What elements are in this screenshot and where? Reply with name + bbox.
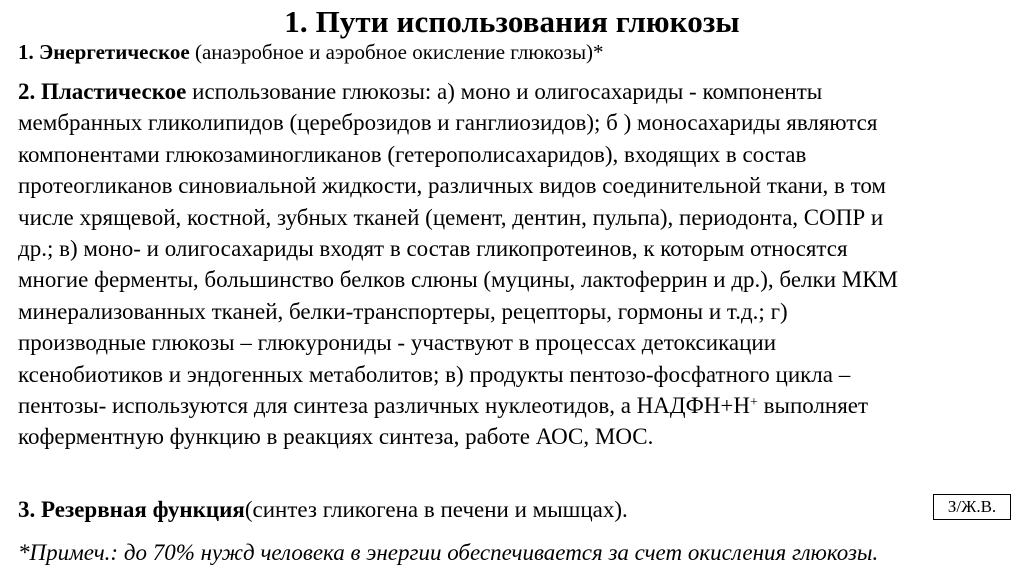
item-energetic-heading: 1. Энергетическое <box>18 40 190 64</box>
item-plastic-line: минерализованных тканей, белки-транспортеры, рецепторы, гормоны и т.д.; г) <box>18 298 788 324</box>
superscript-plus: + <box>749 395 758 411</box>
item-plastic-line <box>18 76 1008 107</box>
reference-box: З/Ж.В. <box>933 494 1011 520</box>
item-plastic-line: мембранных гликолипидов (цереброзидов и ганглиозидов); б ) моносахариды являются <box>18 110 878 136</box>
item-plastic-line: числе хрящевой, костной, зубных тканей (цемент, дентин, пульпа), периодонта, СОПР и <box>18 204 884 230</box>
item-plastic-line: многие ферменты, большинство белков слюны (муцины, лактоферрин и др.), белки МКМ <box>18 267 898 293</box>
item-plastic-text: выполняет <box>757 393 869 419</box>
item-plastic <box>18 76 1008 453</box>
item-plastic-heading: 2. Пластическое <box>18 79 187 104</box>
item-reserve <box>18 497 628 523</box>
item-reserve-text: (синтез гликогена в печени и мышцах). <box>244 497 628 522</box>
item-plastic-line: производные глюкозы – глюкурониды - участвуют в процессах детоксикации <box>18 330 777 356</box>
item-plastic-text: пентозы- используются для синтеза различных нуклеотидов, а НАДФН+Н <box>18 393 750 419</box>
item-plastic-line: протеогликанов синовиальной жидкости, различных видов соединительной ткани, в том <box>18 173 886 199</box>
item-energetic <box>18 40 604 65</box>
item-plastic-line: др.; в) моно- и олигосахариды входят в состав гликопротеинов, к которым относятся <box>18 236 848 262</box>
item-plastic-text: использование глюкозы: а) моно и олигосахариды - компоненты <box>186 79 823 104</box>
item-plastic-line: коферментную функцию в реакциях синтеза, работе АОС, МОС. <box>18 424 654 450</box>
item-plastic-line <box>18 390 1008 421</box>
item-reserve-heading: 3. Резервная функция <box>18 497 245 522</box>
item-plastic-line: компонентами глюкозаминогликанов (гетерополисахаридов), входящих в состав <box>18 141 807 167</box>
item-energetic-text: (анаэробное и аэробное окисление глюкозы)* <box>189 40 604 64</box>
footnote: *Примеч.: до 70% нужд человека в энергии обеспечивается за счет окисления глюкозы. <box>18 540 879 565</box>
item-plastic-line: ксенобиотиков и эндогенных метаболитов; в) продукты пентозо-фосфатного цикла – <box>18 361 851 387</box>
page-title: 1. Пути использования глюкозы <box>284 4 740 39</box>
